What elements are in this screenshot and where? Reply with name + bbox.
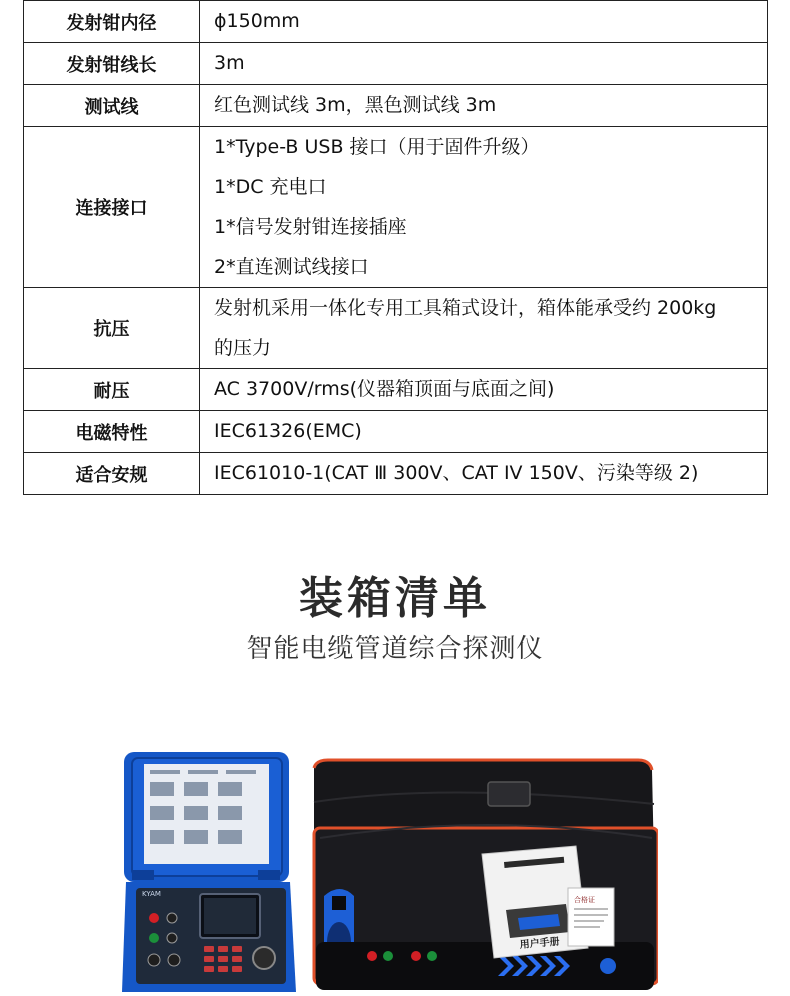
spec-row [24, 288, 768, 369]
spec-row [24, 127, 768, 288]
receiver-tray [316, 942, 654, 990]
spec-value-line: 红色测试线 3m，黑色测试线 3m [214, 94, 497, 116]
spec-row [24, 43, 768, 85]
product-photo [118, 742, 658, 996]
spec-value-line: ϕ150mm [214, 10, 300, 32]
spec-key: 电磁特性 [24, 411, 200, 453]
product-name-subtitle: 智能电缆管道综合探测仪 [246, 634, 544, 664]
spec-value [200, 85, 768, 127]
instrument-case [122, 752, 296, 992]
spec-value-line: AC 3700V/rms(仪器箱顶面与底面之间) [214, 378, 555, 400]
certificate-title: 合格证 [574, 896, 595, 904]
spec-value [200, 369, 768, 411]
spec-key: 耐压 [24, 369, 200, 411]
spec-key: 抗压 [24, 288, 200, 369]
spec-value-line: 3m [214, 52, 245, 74]
spec-value-line: 1*信号发射钳连接插座 [214, 216, 407, 238]
spec-value [200, 1, 768, 43]
spec-value [200, 127, 768, 288]
spec-row [24, 85, 768, 127]
spec-value-line: 的压力 [214, 337, 272, 359]
brand-logo: KYAM [142, 890, 161, 898]
manual-title: 用户手册 [519, 936, 561, 951]
spec-value [200, 43, 768, 85]
spec-table [23, 0, 768, 495]
spec-row [24, 369, 768, 411]
spec-value [200, 288, 768, 369]
spec-value-line: IEC61010-1(CAT Ⅲ 300V、CAT IV 150V、污染等级 2) [214, 462, 699, 484]
spec-row [24, 453, 768, 495]
spec-key: 连接接口 [24, 127, 200, 288]
spec-value-line: 2*直连测试线接口 [214, 256, 369, 278]
spec-value-line: 1*DC 充电口 [214, 176, 327, 198]
spec-key: 发射钳内径 [24, 1, 200, 43]
spec-row [24, 411, 768, 453]
spec-key: 适合安规 [24, 453, 200, 495]
spec-value-line: 发射机采用一体化专用工具箱式设计，箱体能承受约 200kg [214, 297, 717, 319]
spec-key: 测试线 [24, 85, 200, 127]
packing-list-title: 装箱清单 [299, 573, 491, 624]
spec-value-line: IEC61326(EMC) [214, 420, 362, 442]
rotary-knob [253, 947, 275, 969]
spec-value [200, 411, 768, 453]
spec-value [200, 453, 768, 495]
spec-row [24, 1, 768, 43]
certificate-card [568, 888, 614, 946]
spec-value-line: 1*Type-B USB 接口（用于固件升级） [214, 136, 540, 158]
spec-key: 发射钳线长 [24, 43, 200, 85]
